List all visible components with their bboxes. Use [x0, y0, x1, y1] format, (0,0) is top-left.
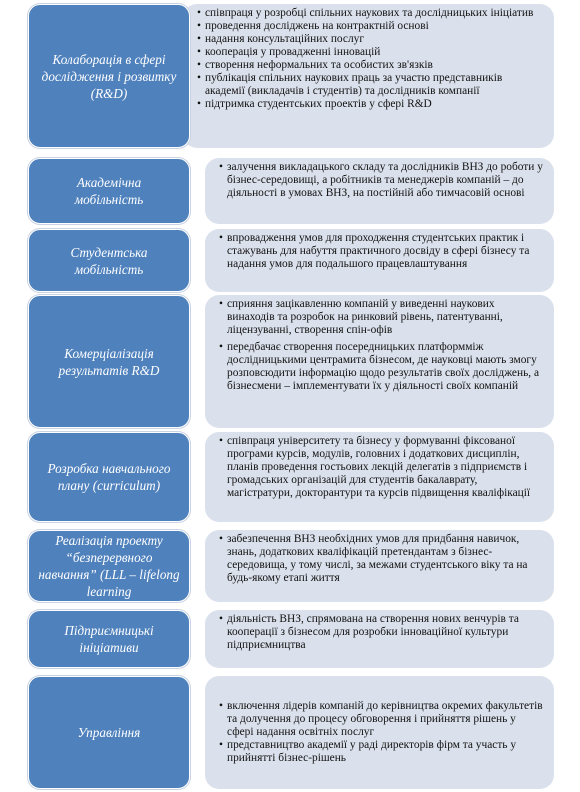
rnd-collaboration-title-box	[28, 4, 190, 148]
governance-items-panel	[205, 676, 554, 789]
academic-mobility-items-panel	[205, 158, 554, 224]
category-title: Розробка навчального плану (curriculum)	[47, 461, 171, 493]
list-item: • сприяння зацікавленню компаній у виведенні наукових винаходів та розробок на ринковий рівень, патентуванні, ліцензуванні, створення спін-офів	[219, 298, 544, 337]
list-item: • включення лідерів компаній до керівництва окремих факультетів та долучення до процесу обговорення і прийняття рішень у сфері надання освітніх послуг	[219, 700, 544, 739]
list-item: • проведення досліджень на контрактній основі	[197, 20, 544, 33]
lifelong-learning-items-panel	[205, 530, 554, 602]
row-rnd-commercialization	[0, 295, 580, 428]
academic-mobility-title-box	[28, 158, 190, 224]
entrepreneurial-initiatives-title-box	[28, 610, 190, 668]
governance-title-box	[28, 676, 190, 789]
row-lifelong-learning	[0, 530, 580, 602]
list-item: • впровадження умов для проходження студентських практик і стажувань для набуття практичного досвіду в сфері бізнесу та надання умов для подальшого працевлаштування	[219, 232, 544, 271]
curriculum-development-items-panel	[205, 432, 554, 522]
list-item: • діяльність ВНЗ, спрямована на створення нових венчурів та кооперації з бізнесом для розробки інноваційної культури підприємництва	[219, 613, 544, 652]
category-title: Комерціалізація результатів R&D	[58, 345, 160, 378]
student-mobility-title-box	[28, 229, 190, 292]
row-curriculum-development	[0, 432, 580, 522]
list-item: • створення неформальних та особистих зв'язків	[197, 59, 544, 72]
category-title: Студентська мобільність	[70, 244, 148, 277]
rnd-commercialization-items-panel	[205, 295, 554, 428]
list-item: • передбачає створення посередницьких платформміж дослідницькими центрамита бізнесом, де науковці мають змогу розповсюдити інформацію щодо результатів своїх досліджень, а бізнесмени – імплементувати їх у діяльності своїх компаній	[219, 341, 544, 393]
category-title: Колаборація в сфері дослідження і розвитку (R&D)	[41, 51, 177, 101]
student-mobility-items-panel	[205, 229, 554, 292]
row-student-mobility	[0, 229, 580, 292]
category-title: Реалізація проекту “безперервного навчання” (LLL – lifelong learning	[38, 533, 180, 599]
category-title: Управління	[77, 725, 141, 740]
entrepreneurial-initiatives-items-panel	[205, 610, 554, 668]
list-item: • надання консультаційних послуг	[197, 33, 544, 46]
list-item: • залучення викладацького складу та дослідників ВНЗ до роботи у бізнес-середовищі, а робітників та менеджерів компаній – до діяльності в умовах ВНЗ, на постійній або тимчасовій основі	[219, 161, 544, 200]
row-rnd-collaboration	[0, 0, 580, 152]
lifelong-learning-title-box	[28, 530, 190, 602]
list-item: • співпраця університету та бізнесу у формуванні фіксованої програми курсів, модулів, головних і додаткових дисциплін, планів проведення гостьових лекцій делегатів з підприємств і громадських організацій для студентів бакалаврату, магістратури, докторантури та курсів підвищення кваліфікації	[219, 435, 544, 500]
list-item: • публікація спільних наукових праць за участю представників академії (викладачів і студентів) та дослідників компанії	[197, 72, 544, 98]
category-title: Підприємницькі ініціативи	[64, 623, 154, 655]
row-academic-mobility	[0, 158, 580, 224]
row-governance	[0, 676, 580, 789]
category-title: Академічна мобільність	[74, 175, 144, 207]
row-entrepreneurial-initiatives	[0, 610, 580, 668]
list-item: • співпраця у розробці спільних наукових та дослідницьких ініціатив	[197, 7, 544, 20]
rnd-commercialization-title-box	[28, 295, 190, 428]
list-item: • кооперація у провадженні інновацій	[197, 46, 544, 59]
list-item: • забезпечення ВНЗ необхідних умов для придбання навичок, знань, додаткових кваліфікацій претендантам з бізнес-середовища, у тому числі, за межами студентського віку та на будь-якому етапі життя	[219, 533, 544, 585]
list-item: • підтримка студентських проектів у сфері R&D	[197, 98, 544, 111]
list-item: • представництво академії у раді директорів фірм та участь у прийнятті бізнес-рішень	[219, 739, 544, 765]
curriculum-development-title-box	[28, 432, 190, 522]
rnd-collaboration-items-panel	[183, 4, 554, 148]
